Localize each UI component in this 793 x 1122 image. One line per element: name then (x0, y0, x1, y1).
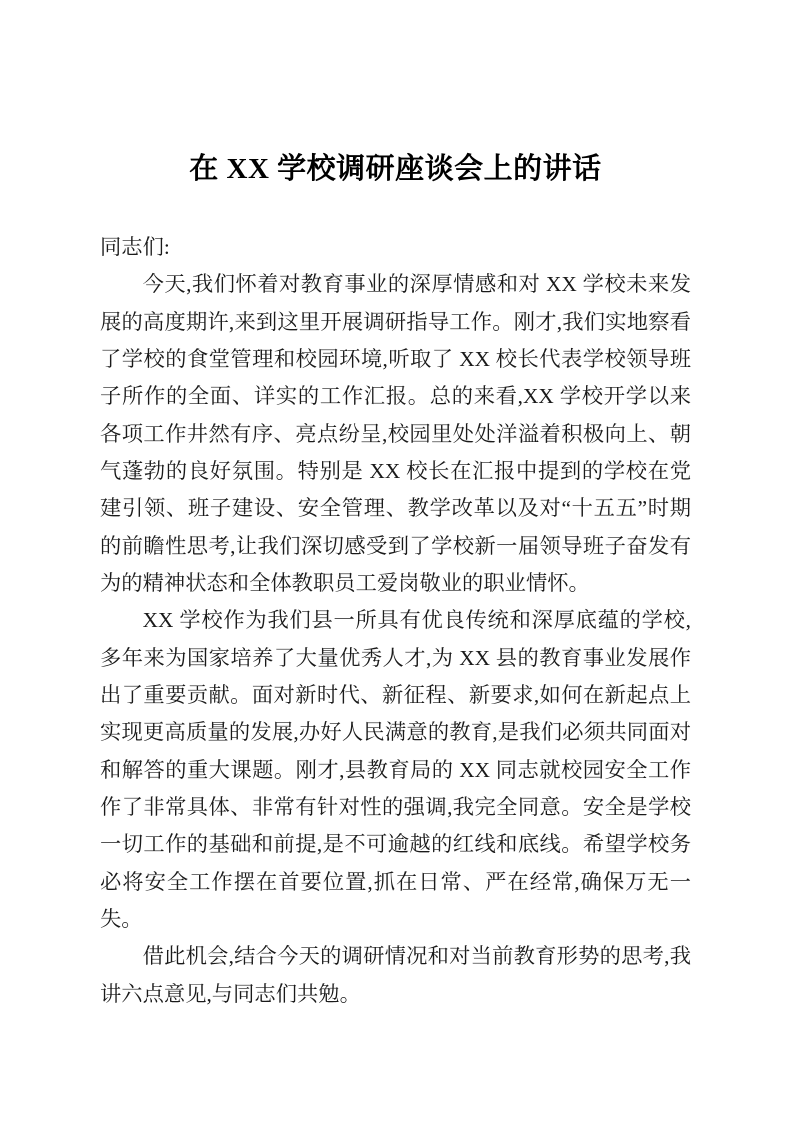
paragraphs (100, 266, 691, 1013)
document-content (100, 148, 691, 1013)
paragraph: 今天,我们怀着对教育事业的深厚情感和对 XX 学校未来发展的高度期许,来到这里开展调研指导工作。刚才,我们实地察看了学校的食堂管理和校园环境,听取了 XX 校长代表学校领导班子所作的全面、详实的工作汇报。总的来看,XX 学校开学以来各项工作井然有序、亮点纷呈,校园里处处洋溢着积极向上、朝气蓬勃的良好氛围。特别是 XX 校长在汇报中提到的学校在党建引领、班子建设、安全管理、教学改革以及对“十五五”时期的前瞻性思考,让我们深切感受到了学校新一届领导班子奋发有为的精神状态和全体教职员工爱岗敬业的职业情怀。 (100, 272, 691, 595)
document-title: 在 XX 学校调研座谈会上的讲话 (189, 153, 602, 185)
paragraph: 借此机会,结合今天的调研情况和对当前教育形势的思考,我讲六点意见,与同志们共勉。 (100, 944, 691, 1006)
paragraph: XX 学校作为我们县一所具有优良传统和深厚底蕴的学校,多年来为国家培养了大量优秀人才,为 XX 县的教育事业发展作出了重要贡献。面对新时代、新征程、新要求,如何在新起点上实现更高质量的发展,办好人民满意的教育,是我们必须共同面对和解答的重大课题。刚才,县教育局的 XX 同志就校园安全工作作了非常具体、非常有针对性的强调,我完全同意。安全是学校一切工作的基础和前提,是不可逾越的红线和底线。希望学校务必将安全工作摆在首要位置,抓在日常、严在经常,确保万无一失。 (100, 608, 691, 931)
salutation-line: 同志们: (100, 235, 170, 259)
document-body (100, 229, 691, 1013)
